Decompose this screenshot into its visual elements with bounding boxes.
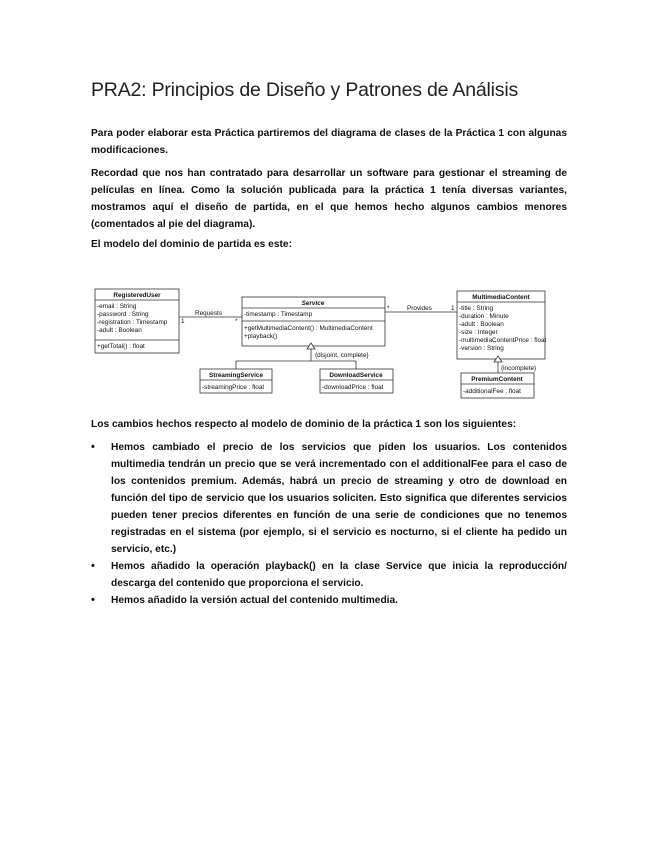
assoc-provides-left-mult: * <box>387 305 390 312</box>
registereduser-attr: -adult : Boolean <box>97 327 142 334</box>
registereduser-attr: -password : String <box>97 311 149 318</box>
multimedia-attr: -size : Integer <box>459 329 498 336</box>
changes-list <box>91 439 567 609</box>
class-registereduser-name: RegisteredUser <box>113 292 161 299</box>
multimedia-attr: -multimediaContentPrice : float <box>459 337 547 344</box>
list-item-text: Hemos añadido la operación playback() en la clase Service que inicia la reproducción/ descarga del contenido que proporciona el servicio. <box>111 561 567 589</box>
constraint-incomplete: {incomplete} <box>501 365 537 372</box>
context-paragraph: Recordad que nos han contratado para desarrollar un software para gestionar el streaming de películas en línea. Como la solución publicada para la práctica 1 tenía diversas variantes, mostramos aquí el diseño de partida, en el que hemos hecho algunos cambios menores (comentados al pie del diagrama). <box>91 168 567 230</box>
registereduser-attr: -email : String <box>97 303 137 310</box>
constraint-disjoint-complete: {disjoint, complete} <box>315 352 369 359</box>
multimedia-attr: -duration : Minute <box>459 313 509 320</box>
document-title: PRA2: Principios de Diseño y Patrones de Análisis <box>91 79 519 101</box>
list-item <box>91 558 567 592</box>
list-item <box>91 592 567 609</box>
bullet-icon: • <box>91 594 95 606</box>
premium-attr: -additionalFee : float <box>463 388 521 395</box>
streaming-attr: -streamingPrice : float <box>202 384 265 391</box>
class-downloadservice-name: DownloadService <box>329 372 383 379</box>
uml-class-diagram <box>91 285 567 405</box>
changes-intro: Los cambios hechos respecto al modelo de dominio de la práctica 1 son los siguientes: <box>91 419 517 430</box>
list-item-text: Hemos añadido la versión actual del contenido multimedia. <box>111 595 399 606</box>
class-streamingservice-name: StreamingService <box>209 372 263 379</box>
assoc-requests-label: Requests <box>195 310 222 317</box>
class-premiumcontent-name: PremiumContent <box>471 376 523 383</box>
service-attr: -timestamp : Timestamp <box>244 311 313 318</box>
service-op: +getMultimediaContent() : MultimediaContent <box>244 325 373 332</box>
class-multimediacontent-name: MultimediaContent <box>472 294 530 301</box>
multimedia-attr: -adult : Boolean <box>459 321 504 328</box>
multimedia-attr: -version : String <box>459 345 504 352</box>
service-op: +playback() <box>244 333 278 340</box>
assoc-provides-right-mult: 1 <box>451 305 455 312</box>
intro-paragraph: Para poder elaborar esta Práctica partiremos del diagrama de clases de la Práctica 1 con algunas modificaciones. <box>91 128 567 156</box>
bullet-icon: • <box>91 560 95 572</box>
class-service-name: Service <box>301 300 325 307</box>
bullet-icon: • <box>91 441 95 453</box>
download-attr: -downloadPrice : float <box>322 384 384 391</box>
assoc-requests-right-mult: * <box>235 318 238 325</box>
assoc-provides-label: Provides <box>407 305 432 312</box>
assoc-requests-left-mult: 1 <box>181 318 185 325</box>
registereduser-attr: -registration : Timestamp <box>97 319 168 326</box>
list-item <box>91 439 567 558</box>
registereduser-op: +getTotal() : float <box>97 343 145 350</box>
multimedia-attr: -title : String <box>459 305 494 312</box>
domain-model-intro: El modelo del dominio de partida es este: <box>91 239 292 250</box>
list-item-text: Hemos cambiado el precio de los servicios que piden los usuarios. Los contenidos multimedia tendrán un precio que se verá incrementado con el additionalFee para el caso de los contenidos premium. Además, habrá un precio de streaming y otro de download en función del tipo de servicio que los usuarios soliciten. Esto significa que diferentes servicios pueden tener precios diferentes en función de una serie de condiciones que no tenemos registradas en el sistema (por ejemplo, si el servicio es nocturno, si el cliente ha pedido un servicio, etc.) <box>111 442 567 555</box>
